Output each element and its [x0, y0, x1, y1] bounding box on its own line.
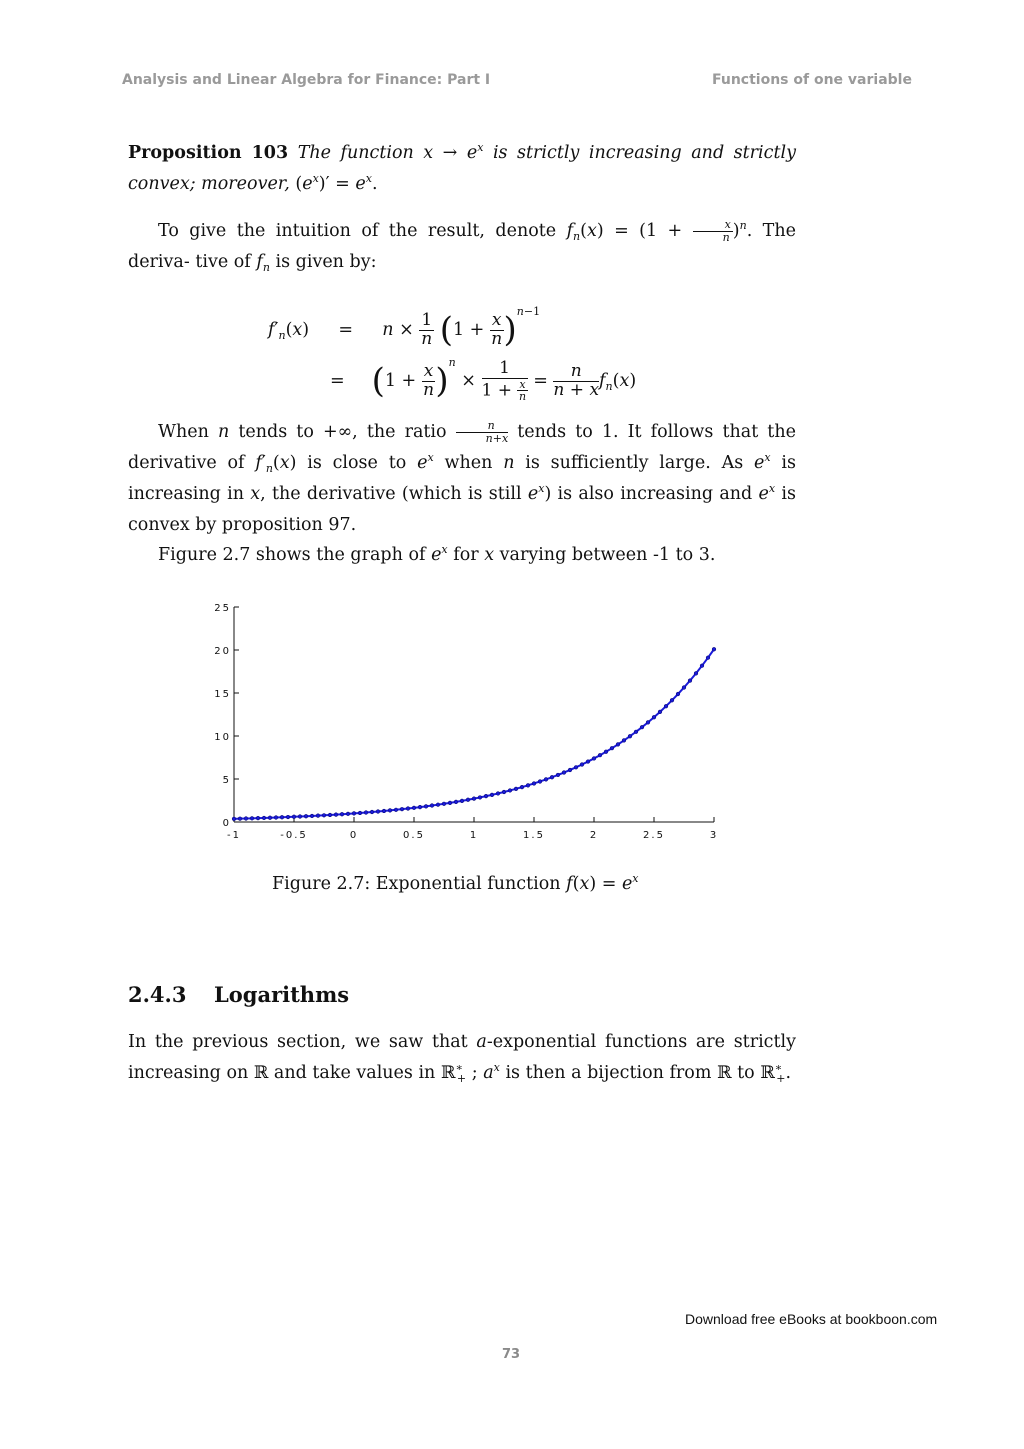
curve-point — [610, 746, 614, 750]
x-tick-label: 0.5 — [403, 830, 425, 841]
x-tick-label: 0 — [349, 830, 359, 841]
curve-point — [706, 656, 710, 660]
curve-point — [292, 815, 296, 819]
frac-x-over-n-eq2: $\frac{x}{n}$ — [423, 361, 435, 400]
text-sufficiently: is sufficiently large. As — [525, 453, 744, 473]
curve-point — [688, 679, 692, 683]
x-tick-label: -1 — [227, 830, 241, 841]
section-number: 2.4.3 — [128, 982, 187, 1007]
curve-point — [490, 793, 494, 797]
curve-point — [472, 797, 476, 801]
proposition: Proposition 103 The function $x \to e^x$ is strictly increasing and strictly convex; moreover, $(e^x)' = e^x$. — [128, 141, 796, 194]
curve-point — [328, 813, 332, 817]
figure-intro-text-c: varying between -1 to 3. — [499, 545, 716, 565]
text-follows: tends to 1. It follows that the derivative of — [128, 422, 796, 473]
x-tick-label: 1.5 — [523, 830, 545, 841]
curve-point — [568, 768, 572, 772]
proposition-text-a: The function — [297, 143, 414, 163]
curve-point — [268, 816, 272, 820]
figure-caption: Figure 2.7: Exponential function $f(x) = e^x$ — [272, 872, 639, 894]
figure-intro-text-a: Figure 2.7 shows the graph of — [158, 545, 426, 565]
chart-axes — [234, 607, 714, 822]
log-text-c: ; — [471, 1063, 478, 1083]
log-text-a: In the previous section, we saw that — [128, 1032, 468, 1052]
curve-point — [520, 785, 524, 789]
x-tick-label: 1 — [469, 830, 479, 841]
curve-point — [646, 721, 650, 725]
curve-point — [652, 715, 656, 719]
curve-point — [694, 672, 698, 676]
curve-point — [442, 802, 446, 806]
frac-x-over-n: $\frac{x}{n}$ — [693, 219, 733, 243]
section-title: Logarithms — [214, 982, 350, 1007]
curve-point — [370, 810, 374, 814]
curve-point — [622, 739, 626, 743]
log-text-d: is then a bijection from ℝ to — [505, 1063, 755, 1083]
curve-point — [232, 817, 236, 821]
curve-point — [256, 816, 260, 820]
curve-point — [514, 787, 518, 791]
curve-point — [676, 692, 680, 696]
exponential-chart — [205, 595, 735, 845]
curve-point — [508, 789, 512, 793]
curve-point — [400, 807, 404, 811]
curve-point — [376, 810, 380, 814]
curve-point — [682, 686, 686, 690]
log-text-b: -exponential functions are strictly increasing on ℝ and take values in — [128, 1032, 796, 1083]
curve-point — [310, 814, 314, 818]
text-convex: is convex by proposition 97. — [128, 484, 796, 535]
curve-point — [544, 778, 548, 782]
curve-point — [364, 811, 368, 815]
curve-point — [412, 806, 416, 810]
curve-point — [454, 800, 458, 804]
curve-point — [244, 817, 248, 821]
download-note: Download free eBooks at bookboon.com — [685, 1311, 938, 1327]
log-paragraph: In the previous section, we saw that a-exponential functions are strictly increasing on ℝ and take values in ℝ∗$_+$ ; $a^x$ is then a bijection from ℝ to ℝ∗$_+$. — [128, 1032, 796, 1085]
curve-point — [238, 817, 242, 821]
curve-point — [346, 812, 350, 816]
curve-point — [586, 760, 590, 764]
figure-intro: Figure 2.7 shows the graph of $e^x$ for x varying between -1 to 3. — [158, 543, 716, 565]
curve-point — [250, 817, 254, 821]
running-header-left: Analysis and Linear Algebra for Finance: Part I — [122, 72, 491, 88]
curve-point — [340, 812, 344, 816]
curve-point — [592, 757, 596, 761]
curve-point — [424, 805, 428, 809]
curve-point — [322, 814, 326, 818]
curve-point — [550, 775, 554, 779]
y-tick-label: 15 — [214, 689, 231, 700]
curve-point — [298, 815, 302, 819]
curve-point — [388, 809, 392, 813]
curve-point — [286, 815, 290, 819]
text-derivative: , the derivative (which is still — [260, 484, 522, 504]
frac-x-over-n-eq1: $\frac{x}{n}$ — [491, 310, 503, 349]
curve-point — [448, 801, 452, 805]
curve-point — [634, 730, 638, 734]
running-header-right: Functions of one variable — [712, 72, 912, 88]
curve-point — [532, 782, 536, 786]
curve-point — [334, 813, 338, 817]
curve-point — [670, 698, 674, 702]
curve-markers — [232, 647, 716, 820]
y-tick-label: 25 — [214, 603, 231, 614]
figure-caption-text: Figure 2.7: Exponential function — [272, 874, 561, 894]
page-number: 73 — [502, 1347, 521, 1362]
text-when: When — [158, 422, 209, 442]
curve-point — [460, 799, 464, 803]
text-tends: tends to +∞, the ratio — [238, 422, 447, 442]
curve-point — [562, 771, 566, 775]
x-tick-label: 2 — [589, 830, 599, 841]
x-tick-label: 3 — [709, 830, 719, 841]
curve-point — [418, 805, 422, 809]
curve-point — [616, 743, 620, 747]
curve-point — [496, 792, 500, 796]
intuition-paragraph: To give the intuition of the result, denote $f_n(x) = (1$ + $\frac{x}{n}$ )$^n$. The deriva- tive of $f_n$ is given by: — [128, 218, 796, 274]
equation-line-1: $f'_n(x) = n$ × $\frac{1}{n}$ (1 + $\frac{x}{n}$ )$^{n-1}$ — [268, 305, 541, 350]
curve-point — [574, 766, 578, 770]
curve-point — [580, 763, 584, 767]
curve-point — [538, 780, 542, 784]
curve-point — [526, 784, 530, 788]
text-close-to: is close to — [307, 453, 407, 473]
curve-point — [304, 814, 308, 818]
x-tick-label: 2.5 — [643, 830, 665, 841]
curve-point — [604, 750, 608, 754]
curve-point — [430, 804, 434, 808]
curve-point — [712, 647, 716, 651]
frac-n-over-n-plus-x-inline: $\frac{n}{n+x}$ — [456, 420, 509, 444]
text-when-2: when — [444, 453, 493, 473]
text-also-increasing: ) is also increasing and — [544, 484, 753, 504]
curve-point — [484, 794, 488, 798]
frac-1-over-n: $\frac{1}{n}$ — [421, 310, 433, 349]
curve-point — [556, 773, 560, 777]
curve-point — [700, 664, 704, 668]
curve-point — [478, 796, 482, 800]
y-tick-label: 10 — [214, 732, 231, 743]
curve-point — [262, 816, 266, 820]
curve-point — [274, 816, 278, 820]
frac-n-over-n-plus-x: $\frac{n}{n + x}$ — [553, 361, 600, 400]
curve-point — [394, 808, 398, 812]
curve-point — [436, 803, 440, 807]
chart-ticks — [214, 603, 718, 841]
exp-curve — [234, 649, 714, 819]
curve-point — [598, 753, 602, 757]
curve-point — [502, 790, 506, 794]
intuition-text-a: To give the intuition of the result, denote — [158, 221, 557, 241]
x-tick-label: -0.5 — [280, 830, 308, 841]
limit-paragraph: When n tends to +∞, the ratio $\frac{n}{n+x}$ tends to 1. It follows that the derivative of $f'_n(x)$ is close to $e^x$ when n is sufficiently large. As $e^x$ is increasing in x, the derivative (which is still $e^x$) is also increasing and $e^x$ is convex by proposition 97. — [128, 419, 796, 535]
curve-point — [658, 710, 662, 714]
frac-1-over-1-plus: 1 1 + $\frac{x}{n}$ — [481, 358, 527, 404]
curve-point — [628, 734, 632, 738]
figure-intro-text-b: for — [453, 545, 479, 565]
curve-point — [280, 815, 284, 819]
curve-point — [352, 812, 356, 816]
section-heading — [128, 982, 349, 1007]
curve-point — [640, 725, 644, 729]
text-increasing-in: is increasing in — [128, 453, 796, 504]
curve-point — [358, 811, 362, 815]
equation-line-2: = (1 + $\frac{x}{n}$ )$^n$ × 1 1 + $\frac{x}{n}$ = $\frac{n}{n + x}$ $f_n(x)$ — [330, 355, 637, 404]
curve-point — [466, 798, 470, 802]
curve-point — [382, 809, 386, 813]
y-tick-label: 20 — [214, 646, 231, 657]
curve-point — [316, 814, 320, 818]
intuition-text-c: is given by: — [275, 252, 377, 272]
proposition-text-b: is strictly increasing and strictly convex; moreover, — [128, 143, 796, 194]
proposition-label: Proposition 103 — [128, 143, 289, 163]
y-tick-label: 0 — [222, 818, 231, 829]
intuition-text-b: . The deriva- tive of — [128, 221, 796, 272]
curve-point — [406, 807, 410, 811]
y-tick-label: 5 — [222, 775, 231, 786]
curve-point — [664, 704, 668, 708]
